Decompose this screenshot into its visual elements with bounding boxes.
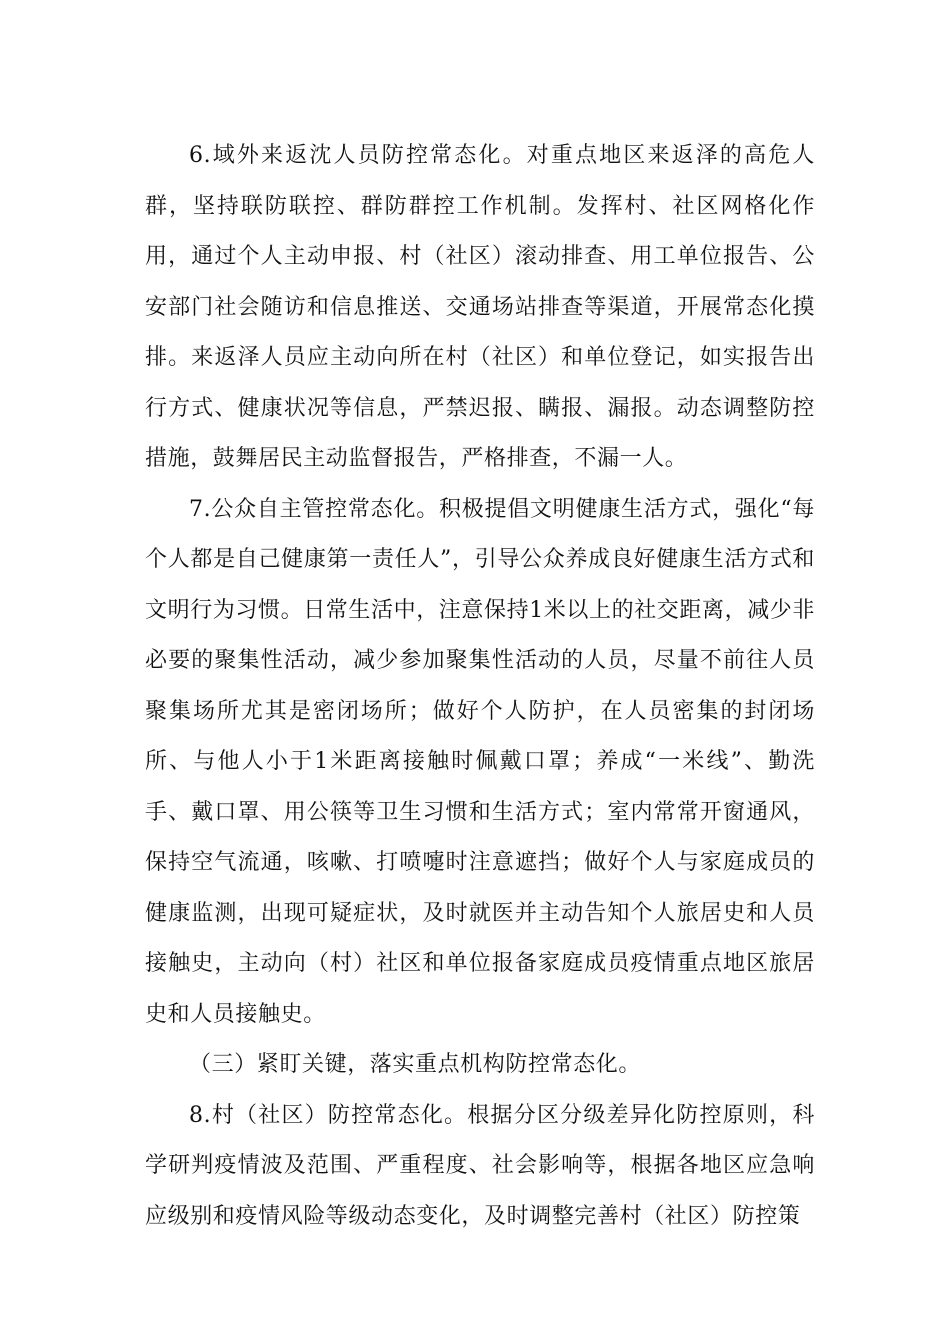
document-body	[145, 131, 815, 1242]
section-heading-3-key-institutions: （三）紧盯关键，落实重点机构防控常态化。	[189, 1052, 642, 1077]
paragraph-7-public-self-management: 7.公众自主管控常态化。积极提倡文明健康生活方式，强化“每个人都是自己健康第一责任人”，引导公众养成良好健康生活方式和文明行为习惯。日常生活中，注意保持1米以上的社交距离，减少非必要的聚集性活动，减少参加聚集性活动的人员，尽量不前往人员聚集场所尤其是密闭场所；做好个人防护，在人员密集的封闭场所、与他人小于1米距离接触时佩戴口罩；养成“一米线”、勤洗手、戴口罩、用公筷等卫生习惯和生活方式；室内常常开窗通风，保持空气流通，咳嗽、打喷嚏时注意遮挡；做好个人与家庭成员的健康监测，出现可疑症状，及时就医并主动告知个人旅居史和人员接触史，主动向（村）社区和单位报备家庭成员疫情重点地区旅居史和人员接触史。	[145, 496, 815, 1027]
paragraph-6-external-returnees: 6.域外来返沈人员防控常态化。对重点地区来返泽的高危人群，坚持联防联控、群防群控工作机制。发挥村、社区网格化作用，通过个人主动申报、村（社区）滚动排查、用工单位报告、公安部门社会随访和信息推送、交通场站排查等渠道，开展常态化摸排。来返泽人员应主动向所在村（社区）和单位登记，如实报告出行方式、健康状况等信息，严禁迟报、瞒报、漏报。动态调整防控措施，鼓舞居民主动监督报告，严格排查，不漏一人。	[145, 143, 815, 471]
paragraph-8-village-community: 8.村（社区）防控常态化。根据分区分级差异化防控原则，科学研判疫情波及范围、严重程度、社会影响等，根据各地区应急响应级别和疫情风险等级动态变化，及时调整完善村（社区）防控策	[145, 1102, 815, 1229]
